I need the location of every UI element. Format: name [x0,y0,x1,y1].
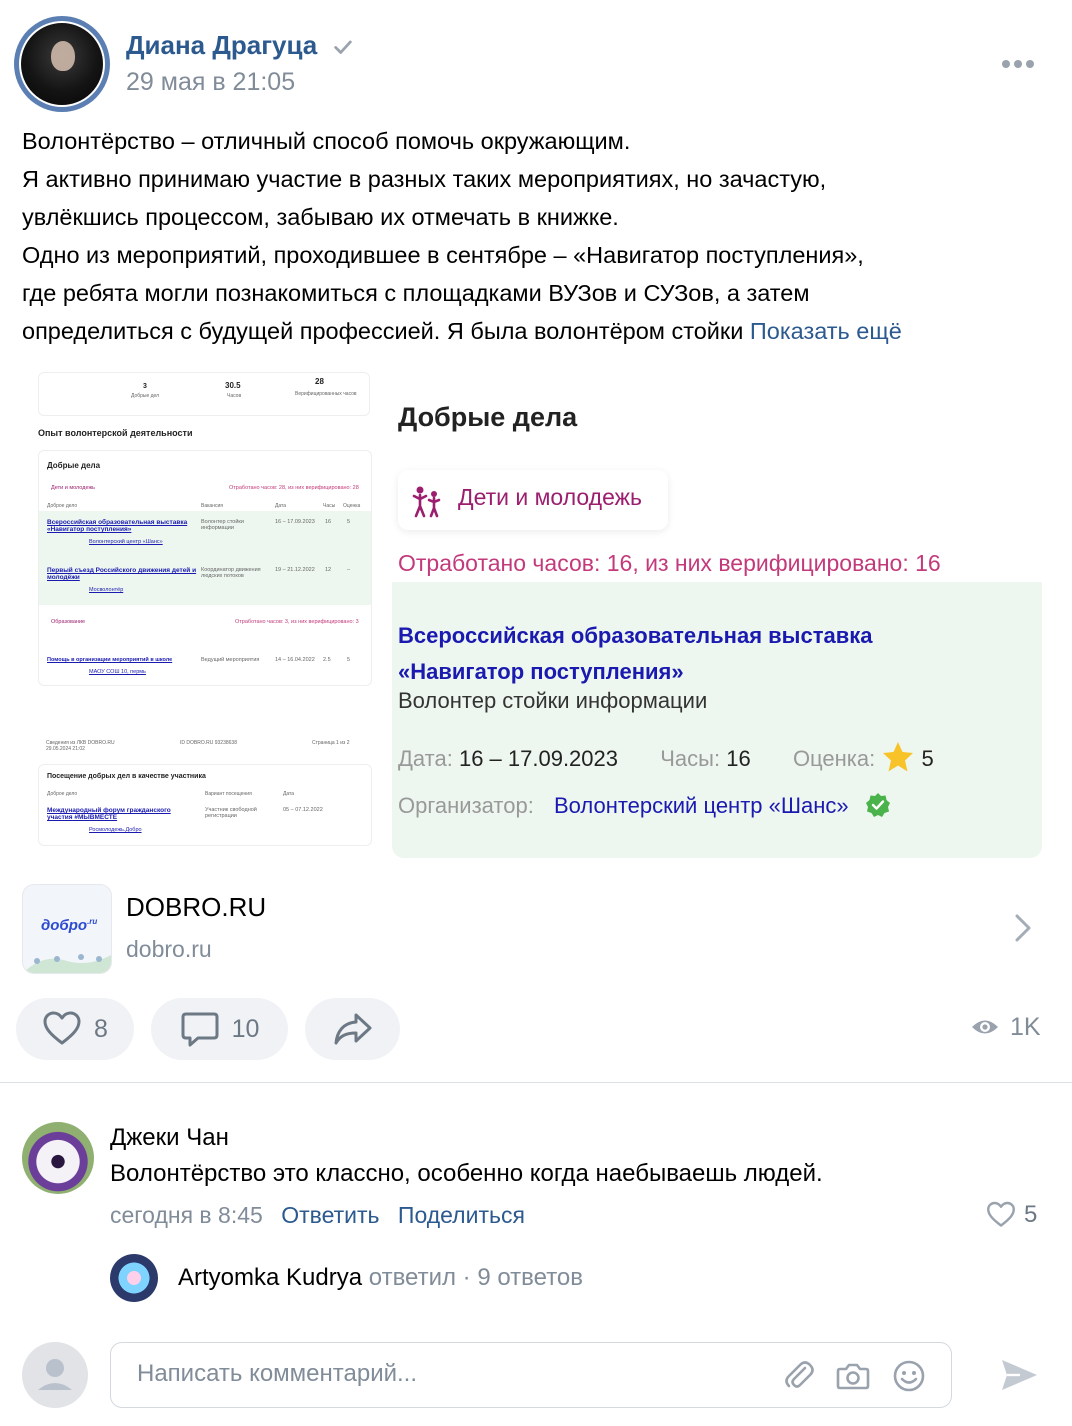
chevron-right-icon[interactable] [1010,910,1036,946]
comment-meta [110,1202,525,1229]
comment-icon [180,1009,220,1049]
share-icon [333,1009,373,1049]
link-thumb-logo-sup: .ru [87,917,98,926]
post-author[interactable]: Диана Драгуца [126,30,318,60]
send-icon[interactable] [998,1354,1040,1396]
doc-mini-row-hours: 12 [325,567,332,573]
reply-action: ответил [368,1264,456,1291]
doc-mini-row-title: Всероссийская образовательная выставка «Навигатор поступления» [47,519,188,533]
comment-date[interactable]: сегодня в 8:45 [110,1202,263,1228]
doc-org-value: Волонтерский центр «Шанс» [553,793,849,818]
doc-mini-row-date: 16 – 17.09.2023 [275,519,315,525]
doc-hours-value: 16 [726,746,751,771]
comment-count: 10 [231,1014,260,1043]
doc-event-org [398,792,891,819]
doc-mini-row-rating: 5 [347,519,351,525]
doc-mini-row-org: Волонтерский центр «Шанс» [89,539,163,545]
comments-divider [0,1082,1072,1083]
doc-mini-row-hours: 16 [325,519,332,525]
paperclip-icon[interactable] [781,1358,817,1394]
link-thumb-logo-text: добро [41,917,88,934]
commenter-avatar[interactable] [22,1122,94,1194]
doc-mini-header: Дата [283,791,295,797]
comment-input[interactable] [135,1359,759,1389]
link-title[interactable]: DOBRO.RU [126,892,267,922]
doc-mini-header: Часы [323,503,336,509]
heart-icon [986,1200,1016,1230]
doc-hours-line: Отработано часов: 16, из них верифицировано: 16 [398,550,941,576]
doc-mini-row-hours: 2.5 [323,657,331,663]
doc-mini-row-rating: 5 [347,657,351,663]
comment-input-box[interactable] [110,1342,952,1408]
post-text-last: определиться с будущей профессией. Я была волонтёром стойки [22,318,744,344]
doc-mini-hours: Отработано часов: 28, из них верифицировано: 28 [229,485,359,491]
reply-author-avatar[interactable] [110,1254,158,1302]
doc-mini-header: Доброе дело [47,791,78,797]
doc-stat-label: Часов [227,393,242,399]
doc-mini-category: Образование [51,619,86,625]
doc-category-chip [398,470,668,530]
views-count: 1K [1010,1012,1041,1041]
doc-deeds-card [38,450,372,686]
doc-mini-row-org: МАОУ СОШ 10, пермь [89,669,146,675]
post-text-line: Я активно принимаю участие в разных таких мероприятиях, но зачастую, [22,166,827,192]
heart-icon [42,1009,82,1049]
post-text [22,122,1052,350]
reply-button[interactable]: Ответить [281,1202,380,1228]
people-illustration-icon [23,947,111,973]
doc-card-title: Добрые дела [47,461,101,470]
share-button[interactable] [305,998,400,1060]
doc-event-title [398,618,872,690]
doc-event-title-line: «Навигатор поступления» [398,659,684,684]
emoji-icon[interactable] [891,1358,927,1394]
post-text-line [22,312,1052,350]
doc-mini-category: Дети и молодежь [51,485,95,491]
more-icon[interactable] [998,52,1038,76]
verified-check-icon [865,792,891,818]
doc-mini-header: Доброе дело [47,503,78,509]
children-icon [410,484,444,518]
link-domain[interactable]: dobro.ru [126,936,212,962]
replies-link[interactable] [178,1264,583,1292]
doc-mini-row-role: Участник свободной регистрации [205,807,257,819]
verified-icon [332,36,354,58]
reply-author-name: Artyomka Kudrya [178,1264,363,1291]
post-date[interactable]: 29 мая в 21:05 [126,68,296,96]
doc-mini-row-role: Волонтер стойки информации [201,519,244,531]
my-avatar [22,1342,88,1408]
doc-mini-row-org: Мосволонтёр [89,587,124,593]
doc-rating-label: Оценка: [792,746,876,771]
eye-icon [970,1012,1000,1042]
comment-text: Волонтёрство это классно, особенно когда наебываешь людей. [110,1160,823,1187]
comment-button[interactable] [151,998,288,1060]
doc-org-label: Организатор: [398,793,534,818]
author-avatar[interactable] [14,16,110,112]
show-more-link[interactable]: Показать ещё [749,318,902,344]
doc-participant-card [38,764,372,846]
doc-mini-row-date: 14 – 16.04.2022 [275,657,315,663]
share-comment-button[interactable]: Поделиться [397,1202,525,1228]
doc-mini-row-date: 05 – 07.12.2022 [283,807,323,813]
commenter-name[interactable]: Джеки Чан [110,1124,229,1151]
post-text-line: Одно из мероприятий, проходившее в сентябре – «Навигатор поступления», [22,242,864,268]
doc-section-title: Опыт волонтерской деятельности [38,428,193,438]
post-text-line: где ребята могли познакомиться с площадками ВУЗов и СУЗов, а затем [22,280,810,306]
doc-mini-row-role: Ведущий мероприятия [201,657,260,663]
reply-separator: · [462,1264,471,1291]
doc-mini-row-title: Помощь в организации мероприятий в школе [47,657,173,663]
user-placeholder-icon [22,1342,88,1408]
doc-rating-value: 5 [921,746,934,771]
views-counter [970,1012,1041,1042]
doc-stat: 28 [315,377,324,386]
doc-zoom-title: Добрые дела [398,402,578,432]
doc-category-label: Дети и молодежь [458,484,642,510]
star-icon [881,740,915,774]
doc-zoomed-detail [392,372,1052,860]
doc-section-title: Посещение добрых дел в качестве участника [47,773,206,780]
like-count: 8 [94,1014,108,1043]
doc-event-card [392,582,1042,858]
doc-footer: Страница 1 из 2 [312,740,350,746]
post-text-line: Волонтёрство – отличный способ помочь окружающим. [22,128,631,154]
doc-mini-row-role: Координатор движения людских потоков [201,567,261,579]
doc-stats-card [38,372,370,416]
doc-mini-header: Вакансия [201,503,223,509]
doc-mini-header: Вариант посещения [205,791,252,797]
reply-count: 9 ответов [477,1264,584,1291]
doc-stat-label: Добрые дел [131,393,160,399]
doc-date-value: 16 – 17.09.2023 [458,746,618,771]
comment-like-button[interactable] [986,1200,1037,1230]
doc-mini-header: Дата [275,503,287,509]
doc-event-meta [398,740,934,774]
doc-footer: ID DOBRO.RU 93238638 [180,740,237,746]
link-thumb-logo [41,917,97,934]
link-thumbnail[interactable] [22,884,112,974]
doc-mini-hours: Отработано часов: 3, из них верифицировано: 3 [235,619,359,625]
doc-mini-header: Оценка [343,503,361,509]
doc-mini-row-title: Первый съезд Российского движения детей и молодёжи [47,567,197,581]
doc-mini-row-date: 19 – 21.12.2022 [275,567,315,573]
doc-stat-label: Верифицированных часов [295,391,357,397]
comment-like-count: 5 [1024,1201,1038,1228]
doc-mini-row-title: Международный форум гражданского участия #МЫВМЕСТЕ [47,807,171,821]
doc-stat: 30.5 [225,381,241,390]
doc-event-title-line: Всероссийская образовательная выставка [398,623,873,648]
doc-stat: 3 [143,383,147,390]
post-text-line: увлёкшись процессом, забываю их отмечать в книжке. [22,204,619,230]
attached-image[interactable] [22,372,1052,860]
doc-mini-row-rating: – [347,567,351,573]
doc-page-preview [22,372,382,860]
doc-date-label: Дата: [398,746,453,771]
doc-hours-label: Часы: [660,746,721,771]
like-button[interactable] [16,998,134,1060]
doc-footer: Сведения из ЛКВ DOBRO.RU 29.05.2024 21:02 [46,740,115,752]
doc-mini-row-org: Росмолодежь.Добро [89,827,142,833]
camera-icon[interactable] [835,1358,871,1394]
doc-event-role: Волонтер стойки информации [398,688,708,713]
